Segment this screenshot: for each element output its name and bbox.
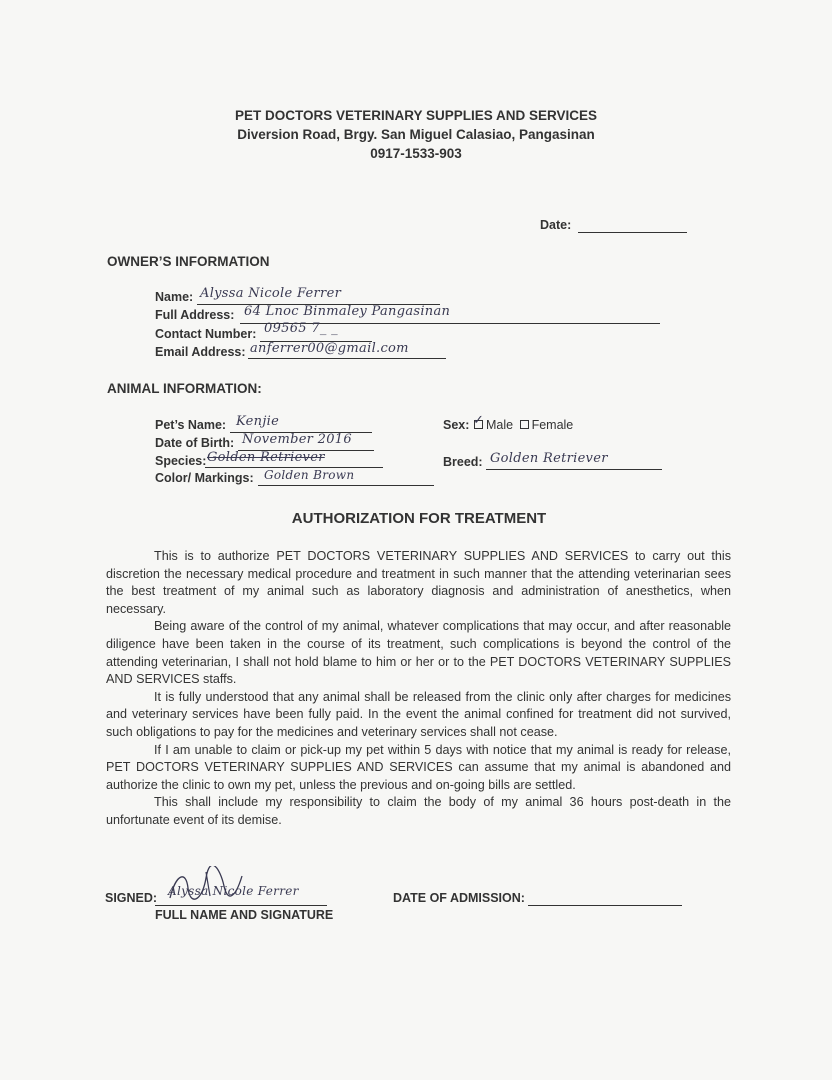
signature-line[interactable] <box>155 905 327 906</box>
check-mark-icon: ✓ <box>473 413 485 429</box>
owner-email-value: anferrer00@gmail.com <box>250 341 409 356</box>
pet-name-label: Pet’s Name: <box>155 418 227 432</box>
signed-name-value: Alyssa Nicole Ferrer <box>168 884 299 898</box>
owner-email-line[interactable] <box>248 358 446 359</box>
authorization-paragraph-1: This is to authorize PET DOCTORS VETERINARY SUPPLIES AND SERVICES to carry out this discretion the necessary medical procedure and treatment in such manner that the attending veterinarian sees the best treatment of my animal such as laboratory diagnosis and administration of anesthetics, when necessary. <box>106 549 731 616</box>
color-value: Golden Brown <box>264 468 355 482</box>
sex-label: Sex: <box>443 418 470 432</box>
sex-female-checkbox[interactable] <box>520 420 529 429</box>
owner-address-value: 64 Lnoc Binmaley Pangasinan <box>244 304 451 319</box>
date-field-line[interactable] <box>578 232 687 233</box>
authorization-title: AUTHORIZATION FOR TREATMENT <box>291 510 547 527</box>
dob-label: Date of Birth: <box>155 436 235 450</box>
clinic-phone: 0917-1533-903 <box>370 146 462 161</box>
authorization-paragraph-4: If I am unable to claim or pick-up my pet within 5 days with notice that my animal is ready for release, PET DOCTORS VETERINARY SUPPLIES AND SERVICES can assume that my animal is abandoned and authorize the clinic to own my pet, unless the previous and on-going bills are settled. <box>106 742 731 792</box>
breed-label: Breed: <box>443 455 483 469</box>
authorization-body <box>106 548 731 830</box>
owner-address-label: Full Address: <box>155 308 235 322</box>
animal-section-title: ANIMAL INFORMATION: <box>107 381 262 396</box>
sex-options <box>471 413 574 432</box>
clinic-address: Diversion Road, Brgy. San Miguel Calasiao, Pangasinan <box>237 127 595 142</box>
color-line[interactable] <box>258 485 434 486</box>
species-label: Species: <box>155 454 207 468</box>
dob-value: November 2016 <box>242 432 352 447</box>
owner-name-value: Alyssa Nicole Ferrer <box>200 286 342 301</box>
authorization-paragraph-5: This shall include my responsibility to claim the body of my animal 36 hours post-death in the unfortunate event of its demise. <box>106 795 731 827</box>
owner-contact-label: Contact Number: <box>155 327 257 341</box>
owner-name-label: Name: <box>155 290 194 304</box>
admission-date-line[interactable] <box>528 905 682 906</box>
signed-label: SIGNED: <box>105 891 158 905</box>
clinic-name: PET DOCTORS VETERINARY SUPPLIES AND SERVICES <box>234 108 598 123</box>
species-value: Golden Retriever <box>207 450 325 465</box>
clinic-header <box>0 106 832 163</box>
color-label: Color/ Markings: <box>155 471 254 485</box>
breed-line[interactable] <box>486 469 662 470</box>
owner-email-label: Email Address: <box>155 345 246 359</box>
signature-caption: FULL NAME AND SIGNATURE <box>155 908 334 922</box>
signature-scribble <box>166 866 246 906</box>
admission-date-label: DATE OF ADMISSION: <box>393 891 525 905</box>
pet-name-value: Kenjie <box>236 414 280 429</box>
sex-male-checkbox[interactable] <box>473 413 485 429</box>
owner-section-title: OWNER’S INFORMATION <box>107 254 270 269</box>
authorization-paragraph-2: Being aware of the control of my animal, whatever complications that may occur, and after reasonable diligence have been taken in the course of its treatment, such complications is beyond the control of the attending veterinarian, I shall not hold blame to him or her or to the PET DOCTORS VETERINARY SUPPLIES AND SERVICES staffs. <box>106 619 731 687</box>
sex-male-label: Male <box>486 418 514 432</box>
owner-contact-value: 09565 7_ _ <box>264 321 338 336</box>
breed-value: Golden Retriever <box>490 451 608 466</box>
sex-female-label: Female <box>531 418 574 432</box>
date-label: Date: <box>540 218 572 232</box>
authorization-paragraph-3: It is fully understood that any animal shall be released from the clinic only after charges for medicines and veterinary services have been fully paid. In the event the animal confined for treatment did not survived, such obligations to pay for the medicines and veterinary services shall not cease. <box>106 689 731 739</box>
